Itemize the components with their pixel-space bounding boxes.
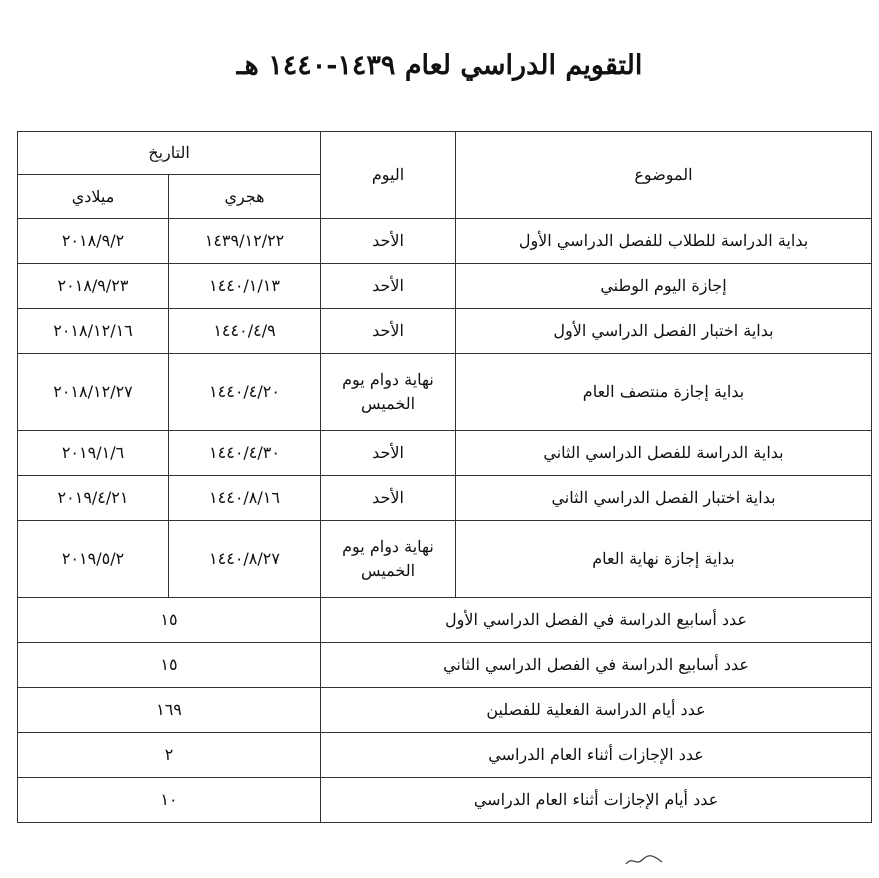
row-subject: بداية إجازة نهاية العام [456, 521, 872, 598]
summary-value: ١٦٩ [18, 688, 321, 733]
signature-scribble [624, 852, 664, 868]
row-subject: بداية الدراسة للطلاب للفصل الدراسي الأول [456, 219, 872, 264]
table-row [18, 309, 872, 354]
table-row [18, 476, 872, 521]
row-day: الأحد [321, 264, 456, 309]
header-day: اليوم [321, 132, 456, 219]
summary-row [18, 778, 872, 823]
summary-label: عدد أيام الدراسة الفعلية للفصلين [321, 688, 872, 733]
summary-row [18, 643, 872, 688]
row-hijri: ١٤٤٠/٤/٢٠ [169, 354, 321, 431]
header-hijri: هجري [169, 175, 321, 219]
row-hijri: ١٤٤٠/٨/١٦ [169, 476, 321, 521]
row-subject: بداية اختبار الفصل الدراسي الثاني [456, 476, 872, 521]
row-day: الأحد [321, 476, 456, 521]
row-day: الأحد [321, 219, 456, 264]
row-day: الأحد [321, 431, 456, 476]
header-subject: الموضوع [456, 132, 872, 219]
header-gregorian: ميلادي [18, 175, 169, 219]
summary-value: ١٥ [18, 598, 321, 643]
row-subject: بداية الدراسة للفصل الدراسي الثاني [456, 431, 872, 476]
table-row [18, 264, 872, 309]
row-gregorian: ٢٠١٨/١٢/٢٧ [18, 354, 169, 431]
row-day: الأحد [321, 309, 456, 354]
summary-label: عدد أسابيع الدراسة في الفصل الدراسي الأول [321, 598, 872, 643]
row-gregorian: ٢٠١٨/٩/٢ [18, 219, 169, 264]
summary-label: عدد الإجازات أثناء العام الدراسي [321, 733, 872, 778]
row-gregorian: ٢٠١٩/١/٦ [18, 431, 169, 476]
table-row [18, 354, 872, 431]
row-day: نهاية دوام يوم الخميس [321, 354, 456, 431]
summary-row [18, 598, 872, 643]
table-row [18, 219, 872, 264]
row-day: نهاية دوام يوم الخميس [321, 521, 456, 598]
row-hijri: ١٤٤٠/٨/٢٧ [169, 521, 321, 598]
summary-value: ٢ [18, 733, 321, 778]
row-hijri: ١٤٣٩/١٢/٢٢ [169, 219, 321, 264]
row-hijri: ١٤٤٠/٤/٣٠ [169, 431, 321, 476]
row-gregorian: ٢٠١٩/٥/٢ [18, 521, 169, 598]
page-title: التقويم الدراسي لعام ١٤٣٩-١٤٤٠ هـ [236, 50, 643, 81]
row-subject: بداية اختبار الفصل الدراسي الأول [456, 309, 872, 354]
summary-label: عدد أسابيع الدراسة في الفصل الدراسي الثاني [321, 643, 872, 688]
summary-row [18, 688, 872, 733]
summary-value: ١٥ [18, 643, 321, 688]
table-row [18, 431, 872, 476]
calendar-table [17, 131, 872, 823]
row-subject: بداية إجازة منتصف العام [456, 354, 872, 431]
summary-label: عدد أيام الإجازات أثناء العام الدراسي [321, 778, 872, 823]
summary-row [18, 733, 872, 778]
row-subject: إجازة اليوم الوطني [456, 264, 872, 309]
row-gregorian: ٢٠١٩/٤/٢١ [18, 476, 169, 521]
row-hijri: ١٤٤٠/٤/٩ [169, 309, 321, 354]
table-row [18, 521, 872, 598]
summary-value: ١٠ [18, 778, 321, 823]
row-hijri: ١٤٤٠/١/١٣ [169, 264, 321, 309]
row-gregorian: ٢٠١٨/١٢/١٦ [18, 309, 169, 354]
header-date: التاريخ [18, 132, 321, 175]
row-gregorian: ٢٠١٨/٩/٢٣ [18, 264, 169, 309]
